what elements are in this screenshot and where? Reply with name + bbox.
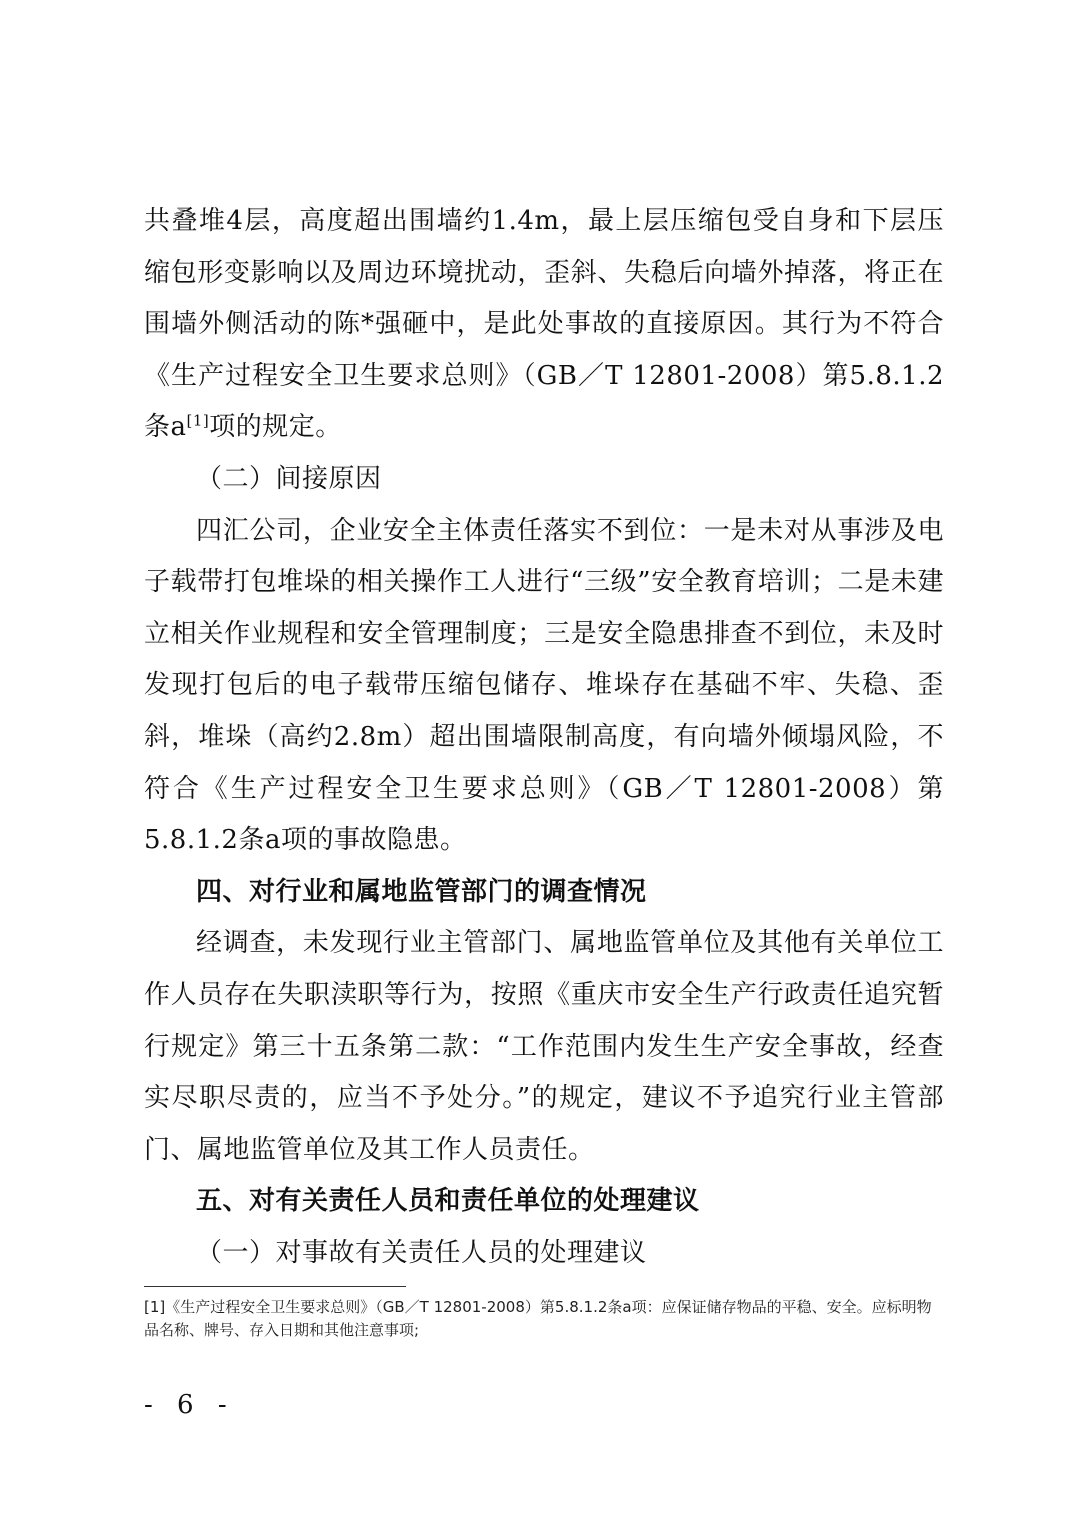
paragraph-supervision: 经调查，未发现行业主管部门、属地监管单位及其他有关单位工作人员存在失职渎职等行为，按照《重庆市安全生产行政责任追究暂行规定》第三十五条第二款：“工作范围内发生生产安全事故，经查实尽职尽责的，应当不予处分。”的规定，建议不予追究行业主管部门、属地监管单位及其工作人员责任。 [144,928,944,1165]
paragraph-indirect-cause: 四汇公司，企业安全主体责任落实不到位：一是未对从事涉及电子载带打包堆垛的相关操作工人进行“三级”安全教育培训；二是未建立相关作业规程和安全管理制度；三是安全隐患排查不到位，未及时发现打包后的电子载带压缩包储存、堆垛存在基础不牢、失稳、歪斜，堆垛（高约2.8m）超出围墙限制高度，有向墙外倾塌风险，不符合《生产过程安全卫生要求总则》（GB／T 12801-2008）第5.8.1.2条a项的事故隐患。 [144,515,944,856]
subheading-indirect-cause: （二）间接原因 [196,463,382,494]
section-heading-recommendations: 五、对有关责任人员和责任单位的处理建议 [196,1186,700,1217]
section-heading-supervision: 四、对行业和属地监管部门的调查情况 [196,876,647,907]
footnote: [1]《生产过程安全卫生要求总则》（GB／T 12801-2008）第5.8.1.2条a项：应保证储存物品的平稳、安全。应标明物品名称、牌号、存入日期和其他注意事项; [144,1298,932,1339]
paragraph-direct-cause-continuation [144,196,944,454]
body-text [144,196,944,1279]
subheading-personnel: （一）对事故有关责任人员的处理建议 [196,1237,647,1268]
page-number: - 6 - [144,1390,235,1420]
paragraph-tail: 项的规定。 [209,412,342,443]
paragraph-text: 共叠堆4层，高度超出围墙约1.4m，最上层压缩包受自身和下层压缩包形变影响以及周边环境扰动，歪斜、失稳后向墙外掉落，将正在围墙外侧活动的陈*强砸中，是此处事故的直接原因。其行为不符合《生产过程安全卫生要求总则》（GB／T 12801-2008）第5.8.1.2条a [144,206,944,443]
footnote-reference[interactable]: [1] [186,411,210,430]
footnote-separator [144,1286,406,1287]
